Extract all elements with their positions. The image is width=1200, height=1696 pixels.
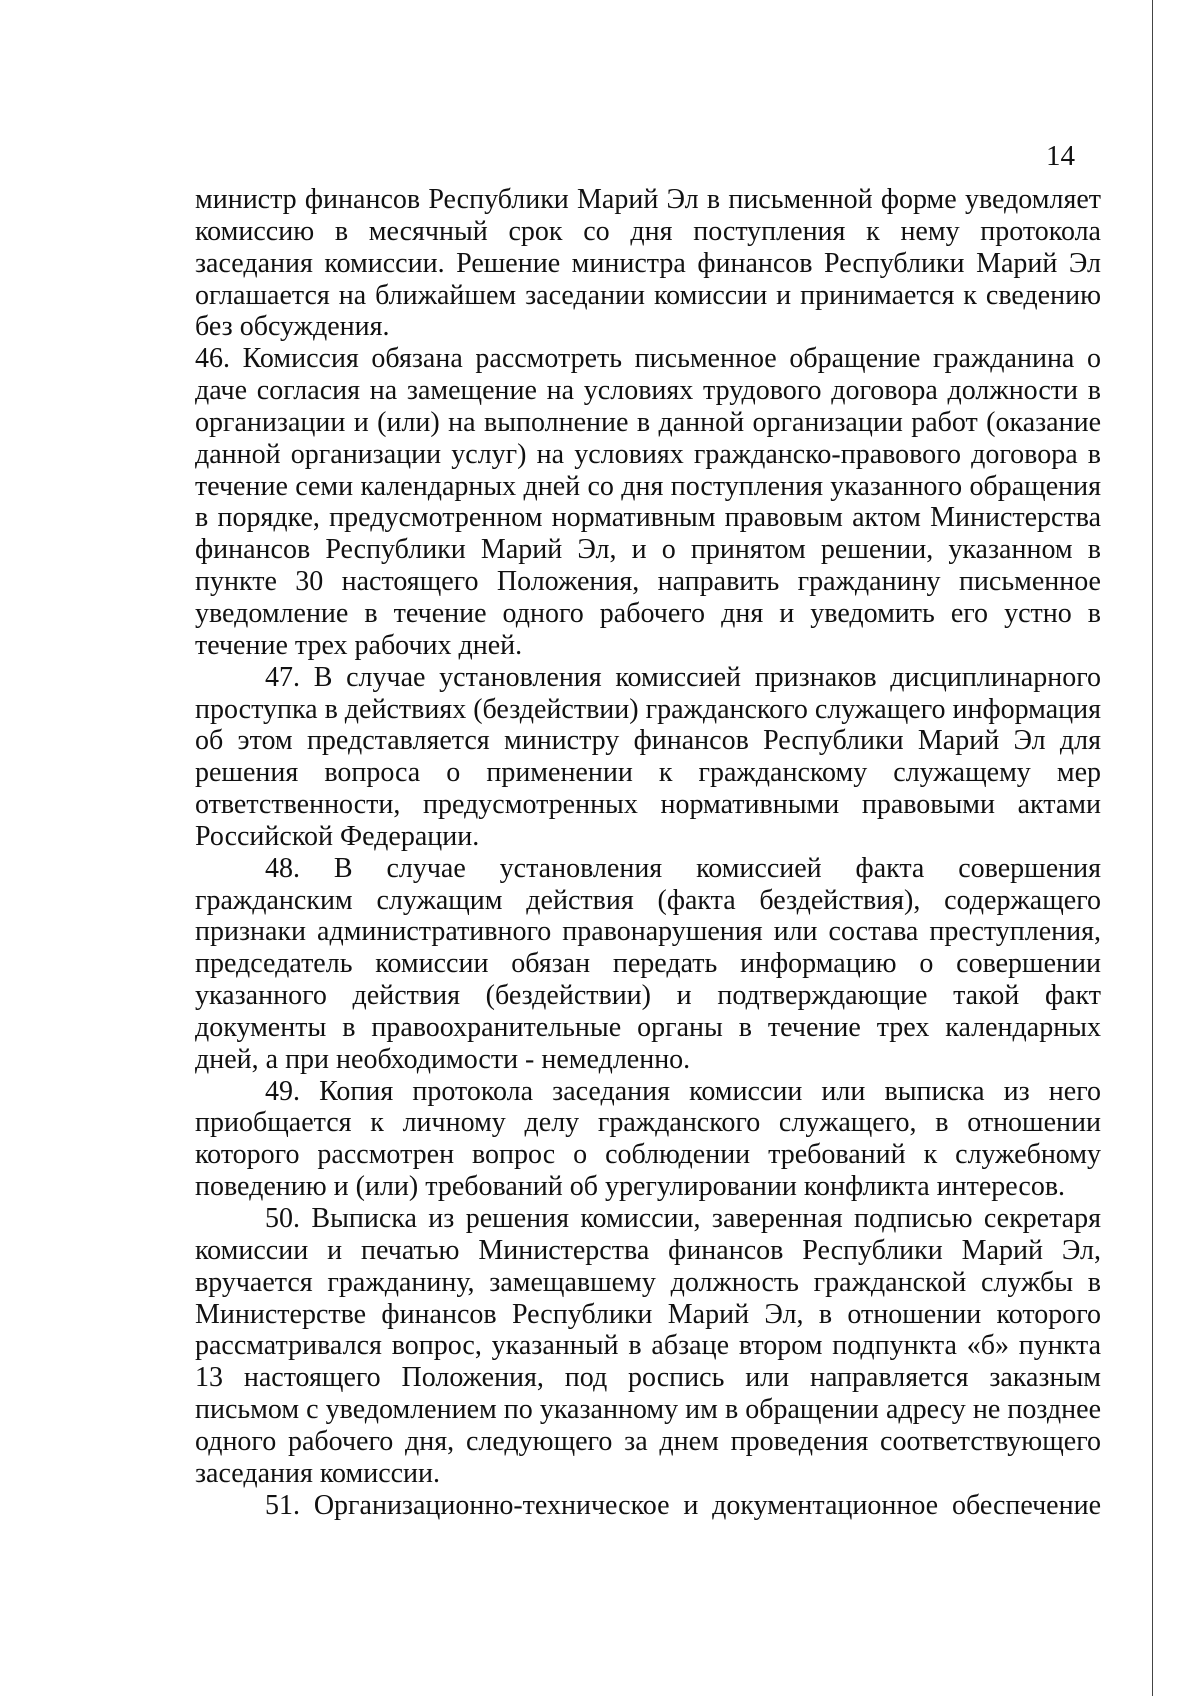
paragraph-48: 48. В случае установления комиссией факта совершения гражданским служащим действия (факта бездействия), содержащего признаки административного правонарушения или состава преступления, председатель комиссии обязан передать информацию о совершении указанного действия (бездействии) и подтверждающие такой факт документы в правоохранительные органы в течение трех календарных дней, а при необходимости - немедленно. [195, 852, 1101, 1075]
paragraph-47: 47. В случае установления комиссией признаков дисциплинарного проступка в действиях (бездействии) гражданского служащего информация об этом представляется министру финансов Республики Марий Эл для решения вопроса о применении к гражданскому служащему мер ответственности, предусмотренных нормативными правовыми актами Российской Федерации. [195, 661, 1101, 852]
document-text [195, 184, 1101, 1521]
paragraph-50: 50. Выписка из решения комиссии, заверенная подписью секретаря комиссии и печатью Министерства финансов Республики Марий Эл, вручается гражданину, замещавшему должность гражданской службы в Министерстве финансов Республики Марий Эл, в отношении которого рассматривался вопрос, указанный в абзаце втором подпункта «б» пункта 13 настоящего Положения, под роспись или направляется заказным письмом с уведомлением по указанному им в обращении адресу не позднее одного рабочего дня, следующего за днем проведения соответствующего заседания комиссии. [195, 1203, 1101, 1489]
page-number: 14 [1046, 140, 1075, 172]
scan-edge-line [1152, 0, 1153, 1696]
paragraph-continuation: министр финансов Республики Марий Эл в письменной форме уведомляет комиссию в месячный срок со дня поступления к нему протокола заседания комиссии. Решение министра финансов Республики Марий Эл оглашается на ближайшем заседании комиссии и принимается к сведению без обсуждения. [195, 184, 1101, 343]
paragraph-46: 46. Комиссия обязана рассмотреть письменное обращение гражданина о даче согласия на замещение на условиях трудового договора должности в организации и (или) на выполнение в данной организации работ (оказание данной организации услуг) на условиях гражданско-правового договора в течение семи календарных дней со дня поступления указанного обращения в порядке, предусмотренном нормативным правовым актом Министерства финансов Республики Марий Эл, и о принятом решении, указанном в пункте 30 настоящего Положения, направить гражданину письменное уведомление в течение одного рабочего дня и уведомить его устно в течение трех рабочих дней. [195, 343, 1101, 661]
paragraph-49: 49. Копия протокола заседания комиссии или выписка из него приобщается к личному делу гражданского служащего, в отношении которого рассмотрен вопрос о соблюдении требований к служебному поведению и (или) требований об урегулировании конфликта интересов. [195, 1075, 1101, 1203]
paragraph-51: 51. Организационно-техническое и документационное обеспечение [265, 1489, 1101, 1521]
